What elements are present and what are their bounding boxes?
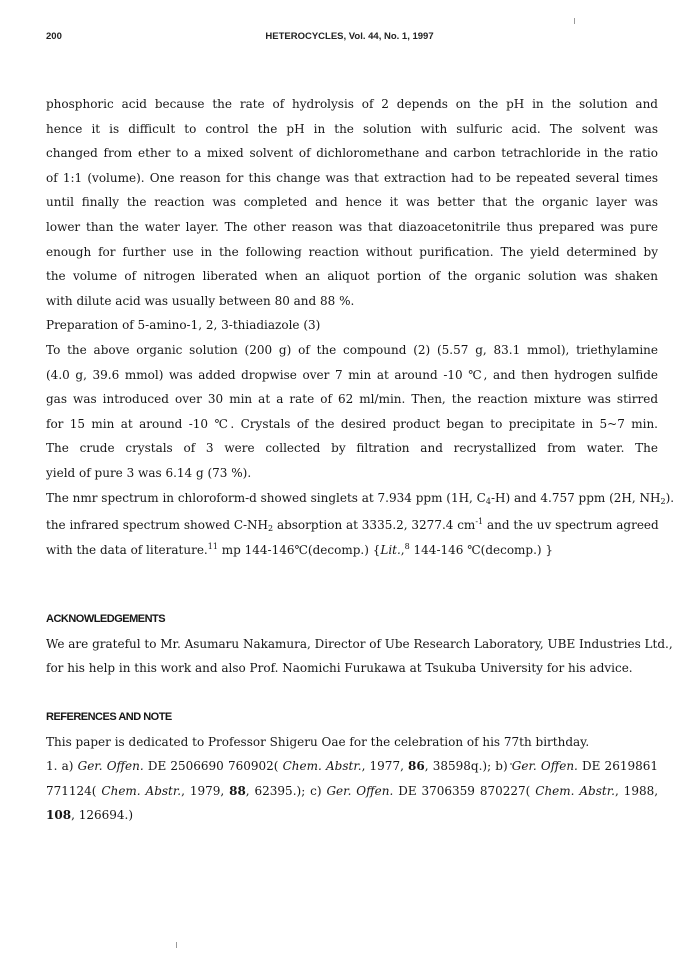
volume-number: 88 [229,783,246,798]
ir-text: the infrared spectrum showed C-NH [46,518,269,533]
text-line: phosphoric acid because the rate of hydrolysis of 2 depends on the pH in the solution and [46,97,658,111]
text-line: for his help in this work and also Prof. Naomichi Furukawa at Tsukuba University for his advice. [46,661,633,676]
text-line: 1. a) Ger. Offen. DE 2506690 760902( Chem. Abstr., 1977, 86, 38598q.); b) Ger. Offen. DE 2619861 [46,759,658,774]
scan-speck [176,942,177,948]
running-header: HETEROCYCLES, Vol. 44, No. 1, 1997 [265,31,434,42]
ir-text: and the uv spectrum agreed [483,518,659,533]
mp-text: , [400,542,405,557]
text-line: To the above organic solution (200 g) of the compound (2) (5.57 g, 83.1 mmol), triethylamine [46,342,658,357]
nmr-text: -H) and 4.757 ppm (2H, NH [490,490,661,505]
text-line: for 15 min at around -10 ℃. Crystals of the desired product began to precipitate in 5~7 min. [46,416,658,431]
text-line: the volume of nitrogen liberated when an aliquot portion of the organic solution was shaken [46,269,658,284]
journal-name: Chem. Abstr. [282,759,362,774]
text-line: until finally the reaction was completed and hence it was better that the organic layer was [46,195,658,210]
text-line: We are grateful to Mr. Asumaru Nakamura, Director of Ube Research Laboratory, UBE Industries Ltd., [46,636,673,651]
reference-marker: 11 [207,541,218,551]
text-line: hence it is difficult to control the pH in the solution with sulfuric acid. The solvent was [46,121,658,136]
nmr-text: ). [665,490,675,505]
nmr-text: The nmr spectrum in chloroform-d showed singlets at 7.934 ppm (1H, C [46,490,486,505]
scan-speck [574,18,575,24]
text-line: with dilute acid was usually between 80 and 88 %. [46,293,355,308]
reference-1 [46,754,658,828]
references-heading: REFERENCES AND NOTE [46,711,172,724]
text-line: (4.0 g, 39.6 mmol) was added dropwise over 7 min at around -10 ℃, and then hydrogen sulfide [46,367,658,382]
article-body [46,92,675,828]
text-line: gas was introduced over 30 min at a rate of 62 ml/min. Then, the reaction mixture was stirred [46,392,658,407]
text-line: yield of pure 3 was 6.14 g (73 %). [46,465,252,480]
subscript: 4 [485,496,491,506]
text-line: lower than the water layer. The other reason was that diazoacetonitrile thus prepared was pure [46,219,658,234]
volume-number: 86 [408,759,425,774]
lit-abbrev: Lit. [380,542,401,557]
text-line [46,535,658,560]
paragraph-diazoacetonitrile [46,92,658,313]
subscript: 2 [660,496,666,506]
page-number: 200 [46,31,62,42]
journal-name: Ger. Offen. [326,783,394,798]
paragraph-preparation [46,338,658,486]
mp-text: 144-146 ℃(decomp.) } [409,542,554,557]
preparation-heading: Preparation of 5-amino-1, 2, 3-thiadiazole (3) [46,318,321,333]
dedication-note: This paper is dedicated to Professor Shigeru Oae for the celebration of his 77th birthday. [46,734,590,749]
text-line: enough for further use in the following reaction without purification. The yield determined by [46,244,658,259]
superscript: -1 [475,517,484,527]
subscript: 2 [268,524,274,534]
journal-name: Chem. Abstr. [101,783,182,798]
volume-number: 108 [46,808,72,823]
journal-name: Chem. Abstr. [535,783,615,798]
ir-text: absorption at 3335.2, 3277.4 cm [273,518,476,533]
paragraph-spectra [46,486,675,560]
reference-marker: 8 [404,541,410,551]
text-line: changed from ether to a mixed solvent of dichloromethane and carbon tetrachloride in the ratio [46,146,658,161]
acknowledgements-heading: ACKNOWLEDGEMENTS [46,613,166,626]
journal-name: Ger. Offen. [511,759,578,774]
text-line: 771124( Chem. Abstr., 1979, 88, 62395.); c) Ger. Offen. DE 3706359 870227( Chem. Abstr., 1988, [46,783,659,798]
mp-text: mp 144-146℃(decomp.) { [217,542,381,557]
text-line [46,486,675,511]
text-line: The crude crystals of 3 were collected by filtration and recrystallized from water. The [46,441,658,456]
text-line: of 1:1 (volume). One reason for this change was that extraction had to be repeated several times [46,170,658,185]
text-line: 108, 126694.) [46,808,133,823]
text-line [46,510,658,535]
lit-text: with the data of literature. [46,542,208,557]
journal-name: Ger. Offen. [77,759,144,774]
